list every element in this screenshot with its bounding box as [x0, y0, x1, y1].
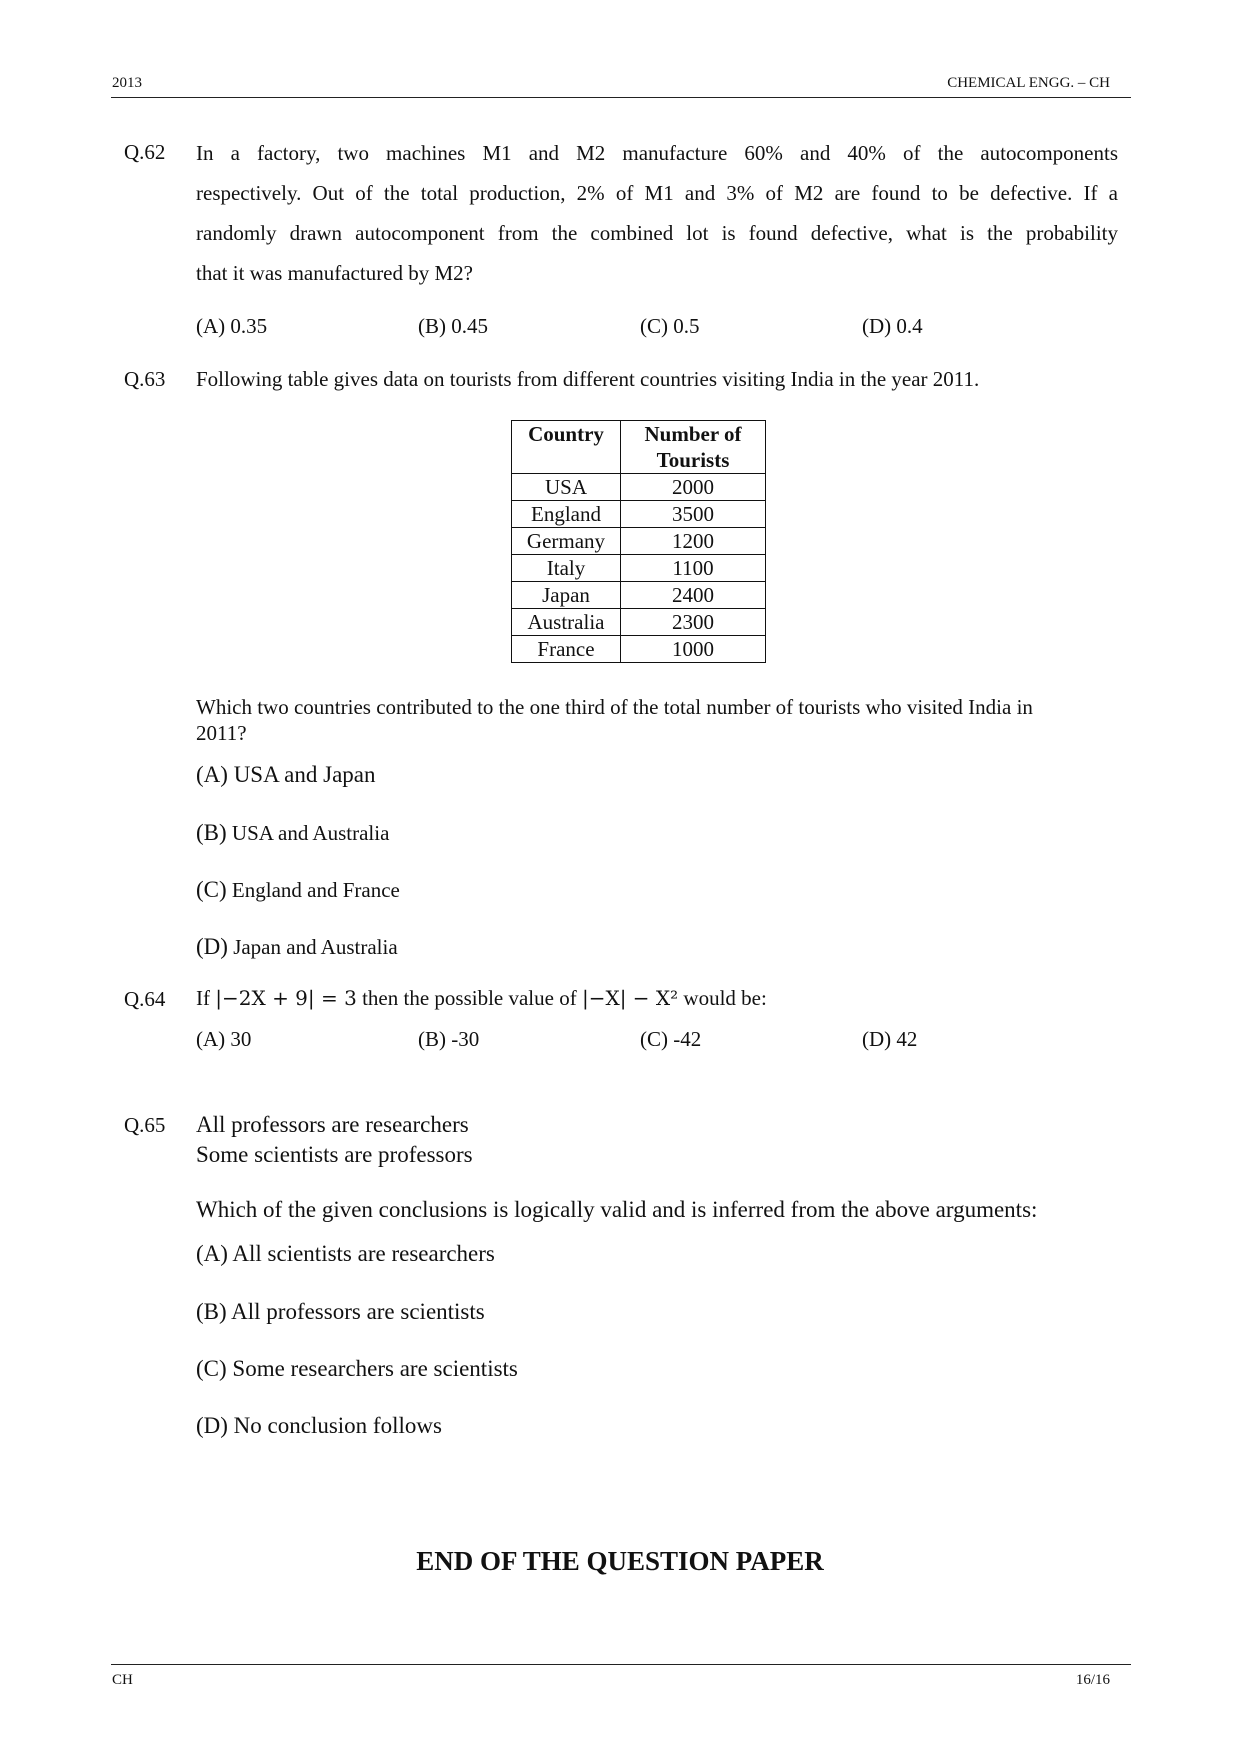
q63-option-c	[196, 877, 400, 903]
option-label: (C)	[196, 877, 227, 902]
table-cell-tourists: 2000	[621, 474, 766, 501]
tourist-table	[511, 420, 766, 663]
q64-suffix: would be:	[683, 986, 767, 1010]
q64-option-b: (B) -30	[418, 1027, 480, 1051]
table-cell-country: Japan	[512, 582, 621, 609]
q64-expression-2: |−X| − X²	[581, 986, 679, 1010]
q63-option-a	[196, 762, 376, 788]
table-row	[512, 555, 766, 582]
q65-number: Q.65	[124, 1113, 166, 1137]
q63-question-line: Which two countries contributed to the one third of the total number of tourists who visited India in	[196, 695, 1033, 719]
footer-code: CH	[112, 1672, 133, 1688]
q63-number: Q.63	[124, 367, 166, 391]
q65-option-b: (B) All professors are scientists	[196, 1299, 485, 1324]
q64-prefix: If	[196, 986, 210, 1010]
option-label: (A)	[196, 762, 228, 787]
table-cell-country: USA	[512, 474, 621, 501]
q63-question	[196, 694, 1126, 746]
table-row	[512, 528, 766, 555]
table-cell-country: Italy	[512, 555, 621, 582]
q65-question: Which of the given conclusions is logically valid and is inferred from the above arguments:	[196, 1197, 1038, 1222]
q65-premises	[196, 1110, 473, 1170]
q65-premise: All professors are researchers	[196, 1112, 469, 1137]
table-row	[512, 582, 766, 609]
option-text: USA and Japan	[233, 762, 376, 787]
table-row	[512, 636, 766, 663]
q62-text	[196, 133, 1118, 293]
q62-option-a: (A) 0.35	[196, 314, 268, 338]
table-cell-tourists: 1000	[621, 636, 766, 663]
q62-line: randomly drawn autocomponent from the combined lot is found defective, what is the probability	[196, 221, 1118, 245]
header-rule	[111, 97, 1131, 98]
q62-line: respectively. Out of the total production, 2% of M1 and 3% of M2 are found to be defective. If a	[196, 181, 1118, 205]
table-cell-country: England	[512, 501, 621, 528]
table-row	[512, 474, 766, 501]
option-label: (D)	[196, 934, 228, 959]
table-cell-tourists: 2400	[621, 582, 766, 609]
q62-option-c: (C) 0.5	[640, 314, 700, 338]
q64-option-d: (D) 42	[862, 1027, 918, 1051]
q64-option-a: (A) 30	[196, 1027, 252, 1051]
q63-question-line: 2011?	[196, 721, 247, 745]
option-text: England and France	[231, 878, 400, 902]
table-header-row	[512, 421, 766, 474]
header-subject: CHEMICAL ENGG. – CH	[947, 75, 1110, 91]
q62-option-b: (B) 0.45	[418, 314, 488, 338]
q64-middle: then the possible value of	[362, 986, 577, 1010]
table-cell-country: Germany	[512, 528, 621, 555]
end-of-paper-heading: END OF THE QUESTION PAPER	[416, 1546, 824, 1576]
q65-premise: Some scientists are professors	[196, 1142, 473, 1167]
table-header-tourists: Number of Tourists	[621, 421, 766, 474]
table-row	[512, 609, 766, 636]
q64-expression-1: |−2X + 9| = 3	[215, 986, 357, 1010]
q64-option-c: (C) -42	[640, 1027, 702, 1051]
table-header-country: Country	[512, 421, 621, 474]
footer-page-number: 16/16	[1075, 1672, 1110, 1688]
option-text: Japan and Australia	[233, 935, 398, 959]
q65-option-c: (C) Some researchers are scientists	[196, 1356, 518, 1381]
q62-line: In a factory, two machines M1 and M2 manufacture 60% and 40% of the autocomponents	[196, 141, 1118, 165]
q62-number: Q.62	[124, 140, 166, 164]
table-row	[512, 501, 766, 528]
table-cell-tourists: 1200	[621, 528, 766, 555]
q63-option-b	[196, 820, 389, 846]
table-cell-tourists: 2300	[621, 609, 766, 636]
q63-intro: Following table gives data on tourists from different countries visiting India in the year 2011.	[196, 367, 980, 391]
option-label: (B)	[196, 820, 227, 845]
q62-option-d: (D) 0.4	[862, 314, 923, 338]
q65-option-d: (D) No conclusion follows	[196, 1413, 442, 1438]
table-cell-country: Australia	[512, 609, 621, 636]
q65-option-a: (A) All scientists are researchers	[196, 1241, 495, 1266]
header-year: 2013	[112, 75, 142, 91]
option-text: USA and Australia	[231, 821, 390, 845]
q62-line: that it was manufactured by M2?	[196, 261, 473, 285]
q64-text	[196, 986, 767, 1011]
table-cell-tourists: 1100	[621, 555, 766, 582]
table-cell-tourists: 3500	[621, 501, 766, 528]
table-cell-country: France	[512, 636, 621, 663]
q63-option-d	[196, 934, 398, 960]
footer-rule	[111, 1664, 1131, 1665]
q64-number: Q.64	[124, 987, 166, 1011]
